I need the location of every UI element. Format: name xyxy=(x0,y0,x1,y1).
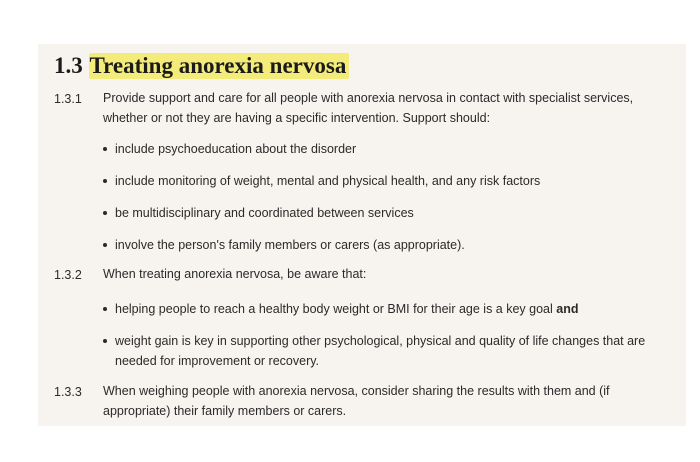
section-title: Treating anorexia nervosa xyxy=(89,53,350,79)
recommendation-number: 1.3.2 xyxy=(54,268,82,282)
bullet-icon xyxy=(103,179,107,183)
list-item: helping people to reach a healthy body weight or BMI for their age is a key goal and xyxy=(102,299,672,319)
recommendation-text: When treating anorexia nervosa, be aware that: xyxy=(103,267,367,281)
bullet-icon xyxy=(103,307,107,311)
bullet-icon xyxy=(103,147,107,151)
recommendation-text: When weighing people with anorexia nervosa, consider sharing the results with them and (if appropriate) their family members or carers. xyxy=(103,384,610,418)
recommendation-number: 1.3.3 xyxy=(54,385,82,399)
recommendation-number: 1.3.1 xyxy=(54,92,82,106)
recommendation-text: Provide support and care for all people with anorexia nervosa in contact with specialist services, whether or not they are having a specific intervention. Support should: xyxy=(103,91,634,125)
list-item: involve the person's family members or carers (as appropriate). xyxy=(102,235,672,255)
section-heading xyxy=(54,53,349,79)
list-item: include psychoeducation about the disorder xyxy=(102,139,672,159)
bullet-icon xyxy=(103,243,107,247)
list-item: weight gain is key in supporting other psychological, physical and quality of life changes that are needed for improvement or recovery. xyxy=(102,331,672,371)
section-number: 1.3 xyxy=(54,53,83,78)
list-item: include monitoring of weight, mental and physical health, and any risk factors xyxy=(102,171,672,191)
emphasis-and: and xyxy=(556,302,579,316)
bullet-icon xyxy=(103,339,107,343)
content-panel xyxy=(38,44,686,426)
list-item: be multidisciplinary and coordinated between services xyxy=(102,203,672,223)
bullet-icon xyxy=(103,211,107,215)
